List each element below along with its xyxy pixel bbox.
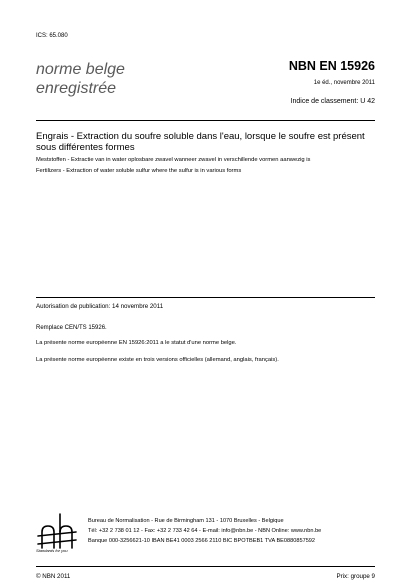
title-dutch: Meststoffen - Extractie van in water oplosbare zwavel wanneer zwavel in verschillende vormen aanwezig is xyxy=(36,157,311,163)
bureau-address xyxy=(88,516,321,546)
classification-index: Indice de classement: U 42 xyxy=(290,98,375,105)
divider-middle xyxy=(36,297,375,298)
ics-code: ICS: 65.080 xyxy=(36,33,68,39)
versions-note: La présente norme européenne existe en trois versions officielles (allemand, anglais, français). xyxy=(36,357,279,363)
standard-code: NBN EN 15926 xyxy=(288,59,375,73)
copyright: © NBN 2011 xyxy=(36,573,71,580)
price-group: Prix: groupe 9 xyxy=(336,573,375,580)
registration-line-1: norme belge xyxy=(36,61,125,78)
bureau-line-2: Tél: +32 2 738 01 12 - Fax: +32 2 733 42 64 - E-mail: info@nbn.be - NBN Online: www.nbn.be xyxy=(88,528,322,534)
replaces-note: Remplace CEN/TS 15926. xyxy=(36,325,107,331)
divider-top xyxy=(36,120,375,121)
registration-line-2: enregistrée xyxy=(36,80,117,97)
edition-date: 1e éd., novembre 2011 xyxy=(313,80,375,86)
title-french: Engrais - Extraction du soufre soluble dans l'eau, lorsque le soufre est présent sous différentes formes xyxy=(36,131,365,153)
nbn-logo-icon xyxy=(36,510,78,552)
bureau-line-1: Bureau de Normalisation - Rue de Birmingham 131 - 1070 Bruxelles - Belgique xyxy=(88,518,284,524)
divider-bottom xyxy=(36,566,375,567)
bureau-line-3: Banque 000-3256621-10 IBAN BE41 0003 2566 2110 BIC BPOTBEB1 TVA BE0880857592 xyxy=(88,538,316,544)
registration-status xyxy=(36,60,125,98)
nbn-slogan: Standards for you xyxy=(36,548,68,553)
title-english: Fertilizers - Extraction of water soluble sulfur where the sulfur is in various forms xyxy=(36,168,242,174)
publication-authorization: Autorisation de publication: 14 novembre 2011 xyxy=(36,303,164,310)
status-note: La présente norme européenne EN 15926:2011 a le statut d'une norme belge. xyxy=(36,340,237,346)
